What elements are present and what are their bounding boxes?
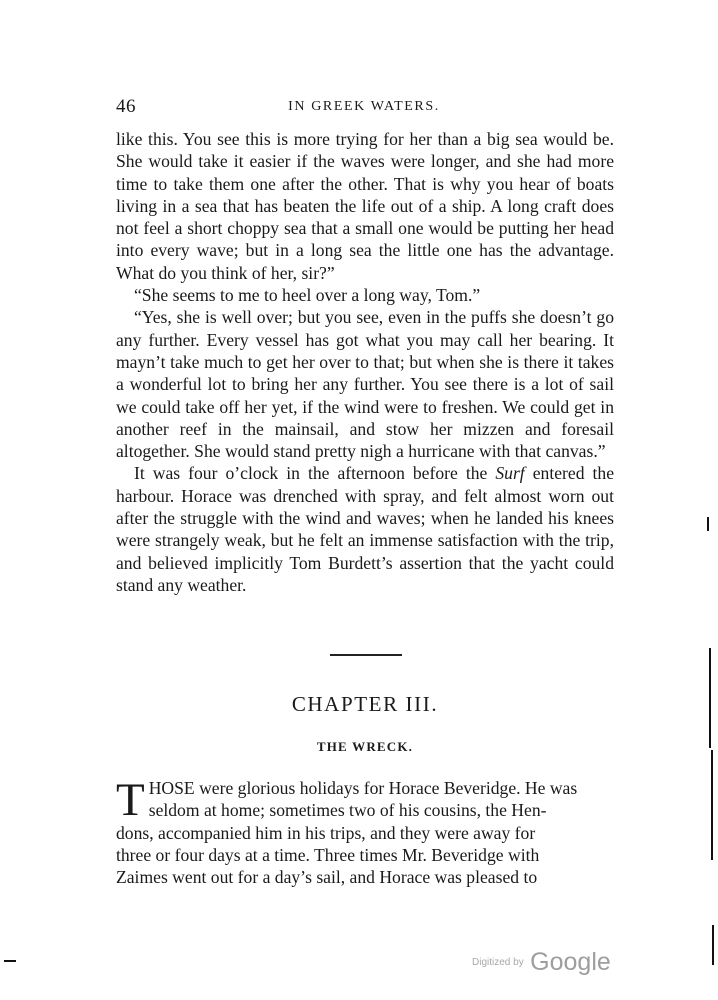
first-word-rest: HOSE [148,778,195,798]
scan-edge-mark [711,750,713,860]
paragraph: “She seems to me to heel over a long way, Tom.” [134,285,481,306]
scan-edge-mark [707,517,709,531]
running-head: IN GREEK WATERS. [288,99,440,114]
section-divider [330,654,402,656]
chapter-title: CHAPTER III. [291,692,439,716]
body-text [116,128,614,596]
chapter-line: seldom at home; sometimes two of his cousins, the Hen- [148,800,547,821]
scan-edge-mark [4,960,16,962]
chapter-subtitle: THE WRECK. [316,739,414,754]
line-text: were glorious holidays for Horace Beveridge. He was [194,778,578,798]
text-run: entered the harbour. Horace was drenched with spray, and felt almost worn out after the struggle with the wind and waves; when he landed his knees were strangely weak, but he felt an immense satisfaction with the trip, and believed implicitly Tom Burdett’s assertion that the yacht could stand any weather. [116,463,615,595]
chapter-opening [116,774,614,888]
chapter-line [116,777,614,799]
chapter-line: dons, accompanied him in his trips, and they were away for [116,822,536,843]
scan-edge-mark [709,648,711,748]
chapter-line: three or four days at a time. Three times Mr. Beveridge with [116,844,540,865]
page-header [116,96,612,122]
drop-cap: T [116,774,145,826]
text-run: It was four o’clock in the afternoon before the [134,463,496,484]
paragraph: “Yes, she is well over; but you see, even in the puffs she doesn’t go any further. Every vessel has got what you may call her bearing. It mayn’t take much to get her over to that; but when she is there it takes a wonderful lot to bring her any further. You see there is a lot of sail we could take off her yet, if the wind were to freshen. We could get in another reef in the mainsail, and stow her mizzen and foresail altogether. She would stand pretty nigh a hurricane with that canvas.” [116,307,614,462]
digitized-watermark [472,948,611,977]
paragraph: like this. You see this is more trying for her than a big sea would be. She would take it easier if the waves were longer, and she had more time to take them one after the other. That is why you hear of boats living in a sea that has beaten the life out of a ship. A long craft does not feel a short choppy sea that a small one would be putting her head into every wave; but in a long sea the little one has the advantage. What do you think of her, sir?” [116,129,614,283]
scan-edge-mark [712,925,714,965]
ship-name: Surf [495,463,525,484]
page-number: 46 [116,96,136,117]
watermark-brand: Google [530,948,611,976]
paragraph [116,462,614,596]
chapter-line: Zaimes went out for a day’s sail, and Horace was pleased to [116,867,538,888]
watermark-prefix: Digitized by [472,957,524,968]
